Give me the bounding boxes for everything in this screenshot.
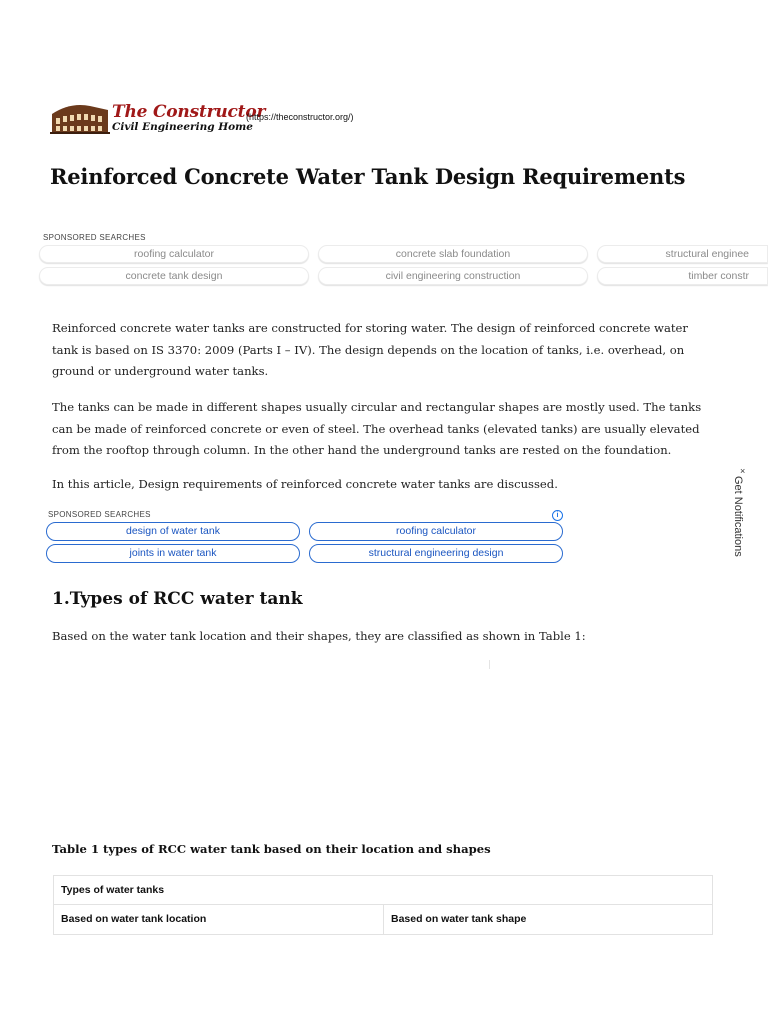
table-caption: Table 1 types of RCC water tank based on their location and shapes [52, 842, 491, 856]
sponsored-search-link[interactable]: joints in water tank [46, 544, 300, 563]
sponsored-search-item[interactable]: timber constr [597, 267, 768, 285]
get-notifications-tab[interactable]: Get Notifications [732, 476, 744, 557]
water-tank-types-table [53, 875, 713, 935]
sponsored-searches-label: SPONSORED SEARCHES [43, 233, 146, 242]
site-url[interactable]: (https://theconstructor.org/) [246, 112, 354, 122]
article-paragraph: In this article, Design requirements of reinforced concrete water tanks are discussed. [52, 477, 558, 491]
table-row [54, 905, 712, 934]
sponsored-search-item[interactable]: civil engineering construction [318, 267, 588, 285]
site-header [50, 100, 450, 136]
logo-subtitle: Civil Engineering Home [112, 121, 253, 133]
table-column-header: Based on water tank shape [383, 905, 712, 934]
sponsored-search-link[interactable]: design of water tank [46, 522, 300, 541]
sponsored-search-link[interactable]: roofing calculator [309, 522, 563, 541]
section-heading: 1.Types of RCC water tank [52, 589, 303, 609]
colosseum-logo-icon[interactable] [50, 100, 110, 134]
article-paragraph: Reinforced concrete water tanks are constructed for storing water. The design of reinforced concrete water tank is based on IS 3370: 2009 (Parts I – IV). The design depends on the location of tanks, i.e. overhead, on ground or underground water tanks. [52, 321, 688, 378]
sponsored-search-link[interactable]: structural engineering design [309, 544, 563, 563]
close-icon[interactable]: × [740, 466, 746, 476]
sponsored-search-item[interactable]: structural enginee [597, 245, 768, 263]
ad-info-icon[interactable]: i [552, 510, 563, 521]
page-title: Reinforced Concrete Water Tank Design Requirements [50, 164, 686, 189]
table-header-cell: Types of water tanks [61, 884, 165, 896]
table-column-header: Based on water tank location [61, 913, 207, 925]
sponsored-search-item[interactable]: concrete slab foundation [318, 245, 588, 263]
sponsored-search-item[interactable]: concrete tank design [39, 267, 309, 285]
article-paragraph: The tanks can be made in different shapes usually circular and rectangular shapes are mostly used. The tanks can be made of reinforced concrete or even of steel. The overhead tanks (elevated tanks) are usually elevated from the rooftop through column. In the other hand the underground tanks are rested on the foundation. [52, 400, 702, 457]
logo-title[interactable]: The Constructor [112, 102, 266, 122]
sponsored-search-item[interactable]: roofing calculator [39, 245, 309, 263]
section-intro: Based on the water tank location and their shapes, they are classified as shown in Table 1: [52, 629, 586, 643]
divider [489, 660, 490, 669]
sponsored-searches-label: SPONSORED SEARCHES [48, 510, 151, 519]
table-row [54, 876, 712, 905]
